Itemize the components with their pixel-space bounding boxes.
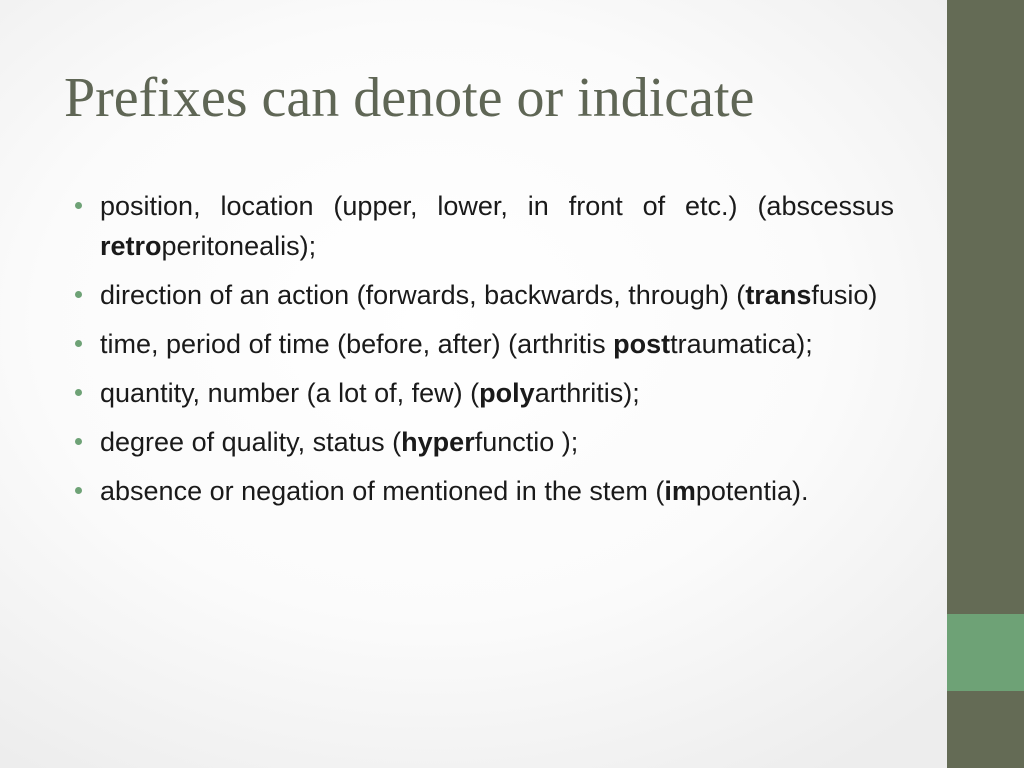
bullet-dot-icon	[75, 340, 82, 347]
bullet-item	[100, 422, 894, 462]
bullet-prefix: trans	[745, 280, 812, 310]
bullet-list	[100, 186, 894, 520]
bullet-text: degree of quality, status (	[100, 427, 402, 457]
bullet-text: time, period of time (before, after) (arthritis	[100, 329, 614, 359]
bullet-text: quantity, number (a lot of, few) (	[100, 378, 480, 408]
bullet-item	[100, 275, 894, 315]
bullet-item	[100, 373, 894, 413]
bullet-prefix: retro	[100, 231, 162, 261]
bullet-dot-icon	[75, 487, 82, 494]
bullet-text-rest: traumatica);	[670, 329, 813, 359]
bullet-text: absence or negation of mentioned in the stem (	[100, 476, 665, 506]
bullet-text-rest: arthritis);	[534, 378, 640, 408]
bullet-text-rest: potentia).	[695, 476, 809, 506]
bullet-dot-icon	[75, 389, 82, 396]
bullet-text-rest: fusio)	[811, 280, 878, 310]
bullet-prefix: im	[664, 476, 696, 506]
bullet-item	[100, 324, 894, 364]
bullet-text: direction of an action (forwards, backwards, through) (	[100, 280, 746, 310]
slide-title: Prefixes can denote or indicate	[64, 67, 755, 129]
side-accent-block	[947, 614, 1024, 691]
bullet-prefix: hyper	[401, 427, 475, 457]
bullet-text: position, location (upper, lower, in front of etc.) (abscessus	[100, 191, 894, 221]
bullet-prefix: poly	[479, 378, 535, 408]
bullet-prefix: post	[613, 329, 671, 359]
bullet-dot-icon	[75, 291, 82, 298]
bullet-dot-icon	[75, 438, 82, 445]
bullet-dot-icon	[75, 202, 82, 209]
bullet-text-rest: peritonealis);	[161, 231, 317, 261]
bullet-text-rest: functio );	[474, 427, 579, 457]
bullet-item	[100, 471, 894, 511]
bullet-item	[100, 186, 894, 266]
